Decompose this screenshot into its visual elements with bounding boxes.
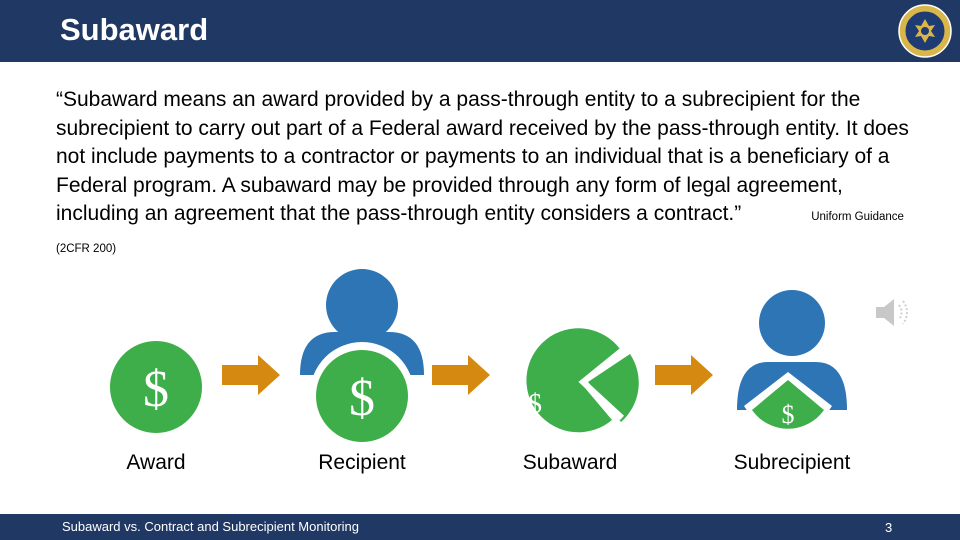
definition-quote [56, 86, 926, 263]
subaward-pie-chart-icon [526, 328, 638, 432]
subaward-dollar-symbol: $ [528, 389, 542, 420]
label-subaward: Subaward [522, 451, 618, 474]
seal-icon [898, 4, 952, 58]
footer-title: Subaward vs. Contract and Subrecipient Monitoring [62, 519, 359, 534]
page-title: Subaward [60, 12, 209, 47]
subaward-flow-diagram [0, 260, 960, 490]
subrecipient-dollar-symbol: $ [781, 400, 795, 429]
recipient-dollar-symbol: $ [349, 370, 375, 427]
arrow-right-icon [655, 355, 713, 395]
award-dollar-symbol: $ [143, 361, 169, 418]
label-award: Award [126, 451, 186, 474]
label-recipient: Recipient [318, 451, 406, 474]
arrow-right-icon [222, 355, 280, 395]
arrow-right-icon [432, 355, 490, 395]
page-number: 3 [885, 520, 893, 535]
footer-bar [0, 514, 960, 540]
label-subrecipient: Subrecipient [733, 451, 851, 474]
citation: Uniform Guidance (2CFR 200) [56, 211, 904, 255]
recipient-person-icon [300, 269, 424, 446]
subrecipient-person-icon [737, 290, 847, 430]
award-dollar-circle-icon [110, 341, 202, 433]
quote-text: “Subaward means an award provided by a pass-through entity to a subrecipient for the subrecipient to carry out part of a Federal award received by the pass-through entity. It does not include payments to a contractor or payments to an individual that is a beneficiary of a Federal program. A subaward may be provided through any form of legal agreement, including an agreement that the pass-through entity considers a contract.” [56, 88, 909, 225]
header-bar [0, 0, 960, 62]
